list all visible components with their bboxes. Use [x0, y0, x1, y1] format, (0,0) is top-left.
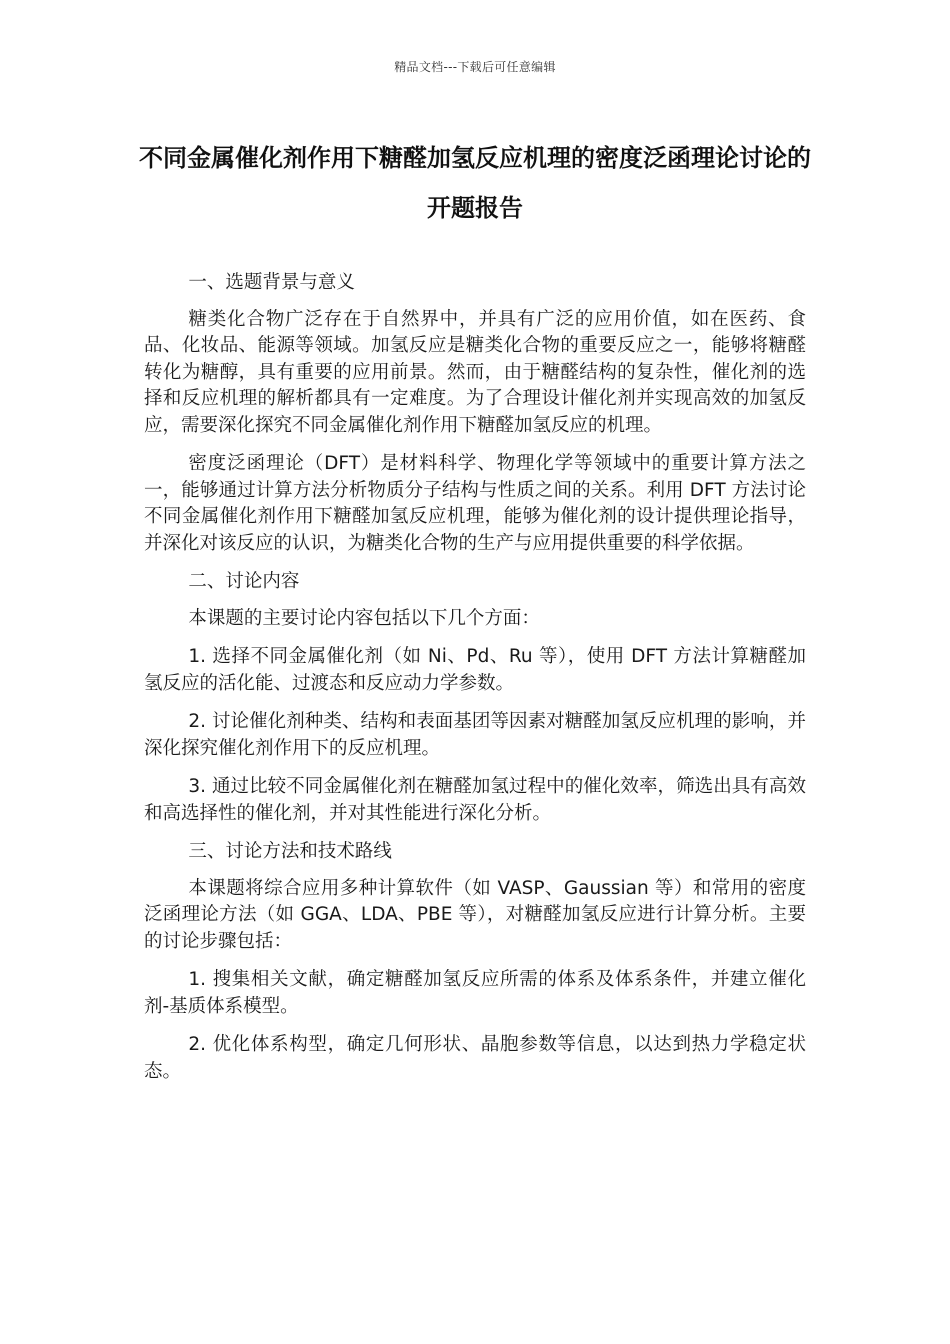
list-item-content-2: 2. 讨论催化剂种类、结构和表面基团等因素对糖醛加氢反应机理的影响，并深化探究催化剂作用下的反应机理。 [144, 711, 806, 759]
list-item-content-1: 1. 选择不同金属催化剂（如 Ni、Pd、Ru 等），使用 DFT 方法计算糖醛加氢反应的活化能、过渡态和反应动力学参数。 [144, 646, 806, 694]
section-heading-background: 一、选题背景与意义 [188, 272, 355, 293]
section-heading-content: 二、讨论内容 [188, 571, 300, 592]
paragraph-background: 糖类化合物广泛存在于自然界中，并具有广泛的应用价值，如在医药、食品、化妆品、能源等领域。加氢反应是糖类化合物的重要反应之一，能够将糖醛转化为糖醇，具有重要的应用前景。然而，由于糖醛结构的复杂性，催化剂的选择和反应机理的解析都具有一定难度。为了合理设计催化剂并实现高效的加氢反应，需要深化探究不同金属催化剂作用下糖醛加氢反应的机理。 [144, 308, 806, 436]
paragraph-dft-intro: 密度泛函理论（DFT）是材料科学、物理化学等领域中的重要计算方法之一，能够通过计算方法分析物质分子结构与性质之间的关系。利用 DFT 方法讨论不同金属催化剂作用下糖醛加氢反应机理，能够为催化剂的设计提供理论指导，并深化对该反应的认识，为糖类化合物的生产与应用提供重要的科学依据。 [144, 453, 806, 554]
list-item-method-2: 2. 优化体系构型，确定几何形状、晶胞参数等信息，以达到热力学稳定状态。 [144, 1034, 806, 1082]
paragraph-methods-intro: 本课题将综合应用多种计算软件（如 VASP、Gaussian 等）和常用的密度泛函理论方法（如 GGA、LDA、PBE 等），对糖醛加氢反应进行计算分析。主要的讨论步骤包括： [144, 877, 806, 952]
header-note: 精品文档---下载后可任意编辑 [394, 60, 556, 74]
section-heading-methods: 三、讨论方法和技术路线 [188, 841, 392, 862]
paragraph-content-intro: 本课题的主要讨论内容包括以下几个方面： [188, 607, 540, 629]
list-item-content-3: 3. 通过比较不同金属催化剂在糖醛加氢过程中的催化效率，筛选出具有高效和高选择性的催化剂，并对其性能进行深化分析。 [144, 776, 806, 824]
list-item-method-1: 1. 搜集相关文献，确定糖醛加氢反应所需的体系及体系条件，并建立催化剂-基质体系模型。 [144, 969, 806, 1017]
document-body [144, 270, 806, 1097]
document-title: 不同金属催化剂作用下糖醛加氢反应机理的密度泛函理论讨论的开题报告 [139, 144, 811, 222]
